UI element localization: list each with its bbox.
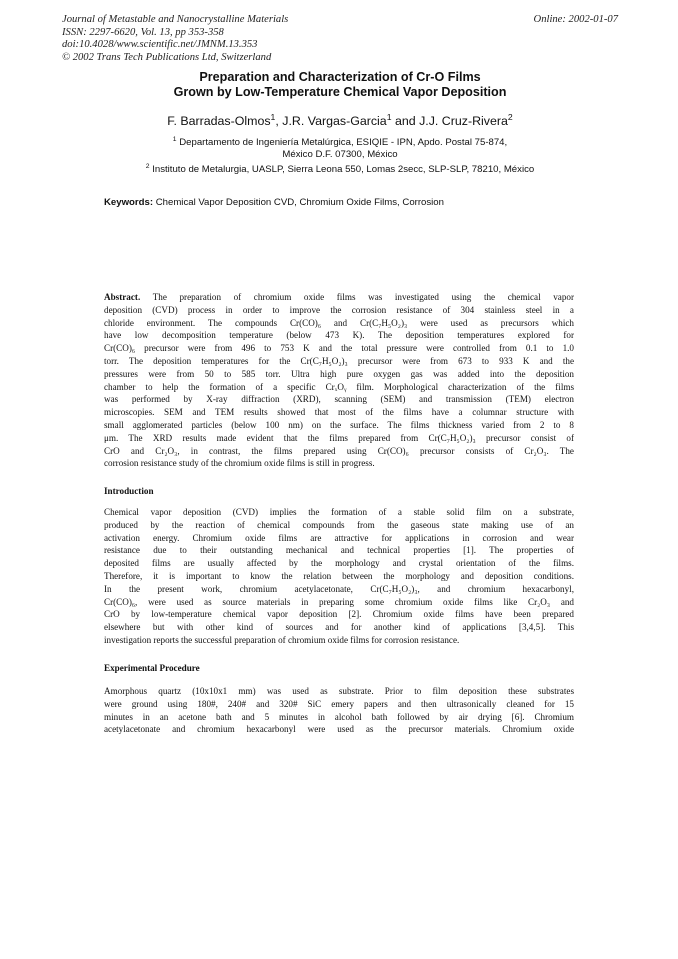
abstract-line: corrosion resistance study of the chromium oxide films is still in progress. bbox=[104, 458, 375, 469]
title-line-1: Preparation and Characterization of Cr-O Films bbox=[199, 70, 481, 84]
author-3-affil: 2 bbox=[507, 111, 513, 122]
introduction-line: In the present work, chromium acetylacetonate, Cr(C₇H₅O₂)₃, and chromium hexacarbonyl, bbox=[104, 583, 574, 594]
experimental-line: acetylacetonate and chromium hexacarbonyl were used as the precursor materials. Chromium oxide bbox=[104, 724, 574, 735]
paper-title bbox=[80, 70, 600, 99]
title-line-2: Grown by Low-Temperature Chemical Vapor Deposition bbox=[173, 84, 507, 99]
introduction-line: Chemical vapor deposition (CVD) implies the formation of a stable solid film on a substrate, bbox=[104, 507, 574, 517]
abstract-line: pressures were from 50 to 585 torr. Ultra high pure oxygen gas was added into the deposition bbox=[104, 368, 574, 379]
journal-issn: ISSN: 2297-6620, Vol. 13, pp 353-358 bbox=[62, 26, 224, 38]
affiliation-2-marker: 2 bbox=[145, 162, 150, 170]
abstract bbox=[104, 291, 574, 470]
introduction-line: CrO by low-temperature chemical vapor deposition [2]. Chromium oxide films have been prepared bbox=[104, 609, 574, 620]
abstract-line: The preparation of chromium oxide films was investigated using the chemical vapor bbox=[152, 292, 574, 302]
abstract-line: small agglomerated particles (below 100 nm) on the surface. The films thickness varied from 2 to 8 bbox=[104, 419, 574, 430]
experimental-line: minutes in an acetone bath and 5 minutes in alcohol bath followed by air drying [6]. Chromium bbox=[104, 711, 574, 722]
affiliation-2-text: Instituto de Metalurgia, UASLP, Sierra Leona 550, Lomas 2secc, SLP-SLP, 78210, México bbox=[152, 164, 535, 175]
abstract-line: torr. The deposition temperatures for the Cr(C₇H₅O₂)₃ precursor were from 673 to 933 K and the bbox=[104, 355, 574, 366]
abstract-label: Abstract. bbox=[104, 292, 141, 302]
abstract-line: deposition (CVD) process in order to improve the corrosion resistance of 304 stainless steel in a bbox=[104, 304, 574, 315]
author-1: F. Barradas-Olmos bbox=[167, 114, 271, 128]
abstract-line: have low decomposition temperature (below 473 K). The deposition temperatures explored for bbox=[104, 330, 574, 341]
keywords-text: Chemical Vapor Deposition CVD, Chromium Oxide Films, Corrosion bbox=[155, 197, 444, 208]
section-heading-experimental: Experimental Procedure bbox=[104, 663, 200, 673]
introduction-line: elsewhere but with other kind of sources and for another kind of applications [3,4,5]. This bbox=[104, 622, 574, 633]
section-heading-introduction: Introduction bbox=[104, 486, 154, 496]
introduction-line: resistance due to their outstanding mechanical and technical properties [1]. The properties of bbox=[104, 545, 574, 556]
keywords bbox=[104, 197, 574, 209]
affiliation-1-line-1: Departamento de Ingeniería Metalúrgica, ESIQIE - IPN, Apdo. Postal 75-874, bbox=[179, 137, 508, 148]
journal-header bbox=[62, 14, 618, 64]
affiliation-2 bbox=[80, 164, 600, 176]
introduction-body bbox=[104, 506, 574, 647]
introduction-line: Cr(CO)₆, were used as source materials in preparing some chromium oxide films like Cr₂O₃ and bbox=[104, 596, 574, 607]
introduction-line: produced by the reaction of chemical compounds from the gaseous state making use of an bbox=[104, 519, 574, 530]
journal-doi: doi:10.4028/www.scientific.net/JMNM.13.353 bbox=[62, 39, 258, 51]
journal-name: Journal of Metastable and Nanocrystalline Materials bbox=[62, 14, 289, 25]
affiliation-1 bbox=[130, 137, 550, 161]
introduction-line: investigation reports the successful preparation of chromium oxide films for corrosion resistance. bbox=[104, 634, 460, 645]
online-date: Online: 2002-01-07 bbox=[533, 14, 618, 25]
affiliation-1-line-2: México D.F. 07300, México bbox=[282, 149, 398, 160]
abstract-line: μm. The XRD results made evident that the films prepared from Cr(C₇H₅O₂)₃ precursor consist of bbox=[104, 432, 574, 443]
introduction-line: activation energy. Chromium oxide films are attractive for applications in corrosion and wear bbox=[104, 532, 574, 543]
author-2-affil: 1 bbox=[386, 111, 392, 122]
abstract-line: chamber to help the formation of a specific CrₓOᵧ film. Morphological characterization of the films bbox=[104, 381, 574, 392]
author-2: J.R. Vargas-Garcia bbox=[282, 114, 387, 128]
author-separator: and bbox=[391, 114, 420, 128]
abstract-line: Cr(CO)₆ precursor were from 496 to 753 K and the total pressure were controlled from 0.1 to 1.0 bbox=[104, 343, 574, 354]
abstract-line: was performed by X-ray diffraction (XRD), scanning (SEM) and transmission (TEM) electron bbox=[104, 394, 574, 405]
affiliation-1-marker: 1 bbox=[172, 135, 177, 143]
author-separator: , bbox=[275, 114, 283, 128]
experimental-line: Amorphous quartz (10x10x1 mm) was used as substrate. Prior to film deposition these substrates bbox=[104, 686, 574, 696]
abstract-line: microscopies. SEM and TEM results showed that most of the films have a columnar structure with bbox=[104, 407, 574, 418]
experimental-line: were ground using 180#, 240# and 320# SiC emery papers and then ultrasonically cleaned for 15 bbox=[104, 698, 574, 709]
experimental-body bbox=[104, 685, 574, 736]
author-3: J.J. Cruz-Rivera bbox=[419, 114, 508, 128]
introduction-line: deposited films are usually affected by the morphology and crystal orientation of the films. bbox=[104, 558, 574, 569]
abstract-line: chloride environment. The compounds Cr(CO)₆ and Cr(C₇H₅O₂)₃ were used as precursors which bbox=[104, 317, 574, 328]
abstract-line: CrO and Cr₂O₃, in contrast, the films prepared using Cr(CO)₆ precursor consists of Cr₂O₃. The bbox=[104, 445, 574, 456]
author-list bbox=[80, 111, 600, 129]
introduction-line: Therefore, it is important to know the relation between the morphology and deposition conditions. bbox=[104, 570, 574, 581]
journal-copyright: © 2002 Trans Tech Publications Ltd, Switzerland bbox=[62, 51, 272, 63]
keywords-label: Keywords: bbox=[104, 197, 154, 208]
author-1-affil: 1 bbox=[270, 111, 276, 122]
